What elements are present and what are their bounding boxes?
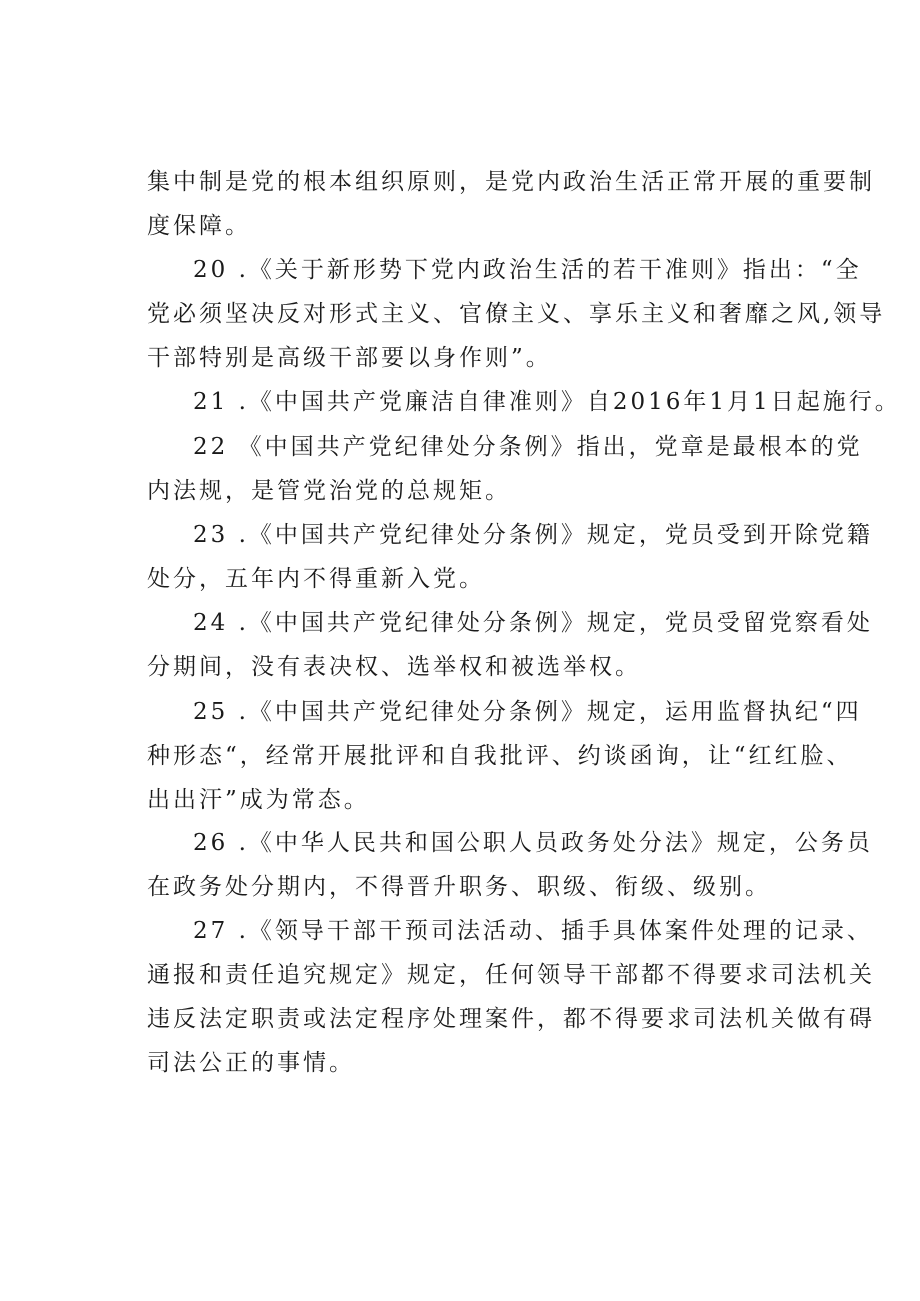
text-line: 干部特别是高级干部要以身作则”。 bbox=[147, 345, 552, 371]
text-line: 出出汗”成为常态。 bbox=[147, 787, 370, 813]
text-line: 25 .《中国共产党纪律处分条例》规定，运用监督执纪“四 bbox=[193, 699, 862, 725]
paragraph-22 bbox=[147, 425, 863, 513]
text-line: 20 .《关于新形势下党内政治生活的若干准则》指出：“全 bbox=[193, 257, 862, 283]
text-line: 24 .《中国共产党纪律处分条例》规定，党员受留党察看处 bbox=[193, 610, 873, 636]
paragraph-27 bbox=[147, 909, 875, 1085]
text-line: 党必须坚决反对形式主义、官僚主义、享乐主义和奢靡之风,领导 bbox=[147, 301, 886, 327]
text-line: 在政务处分期内，不得晋升职务、职级、衔级、级别。 bbox=[147, 874, 771, 900]
paragraph-24 bbox=[147, 601, 873, 689]
text-line: 21 .《中国共产党廉洁自律准则》自2016年1月1日起施行。 bbox=[193, 389, 901, 415]
paragraph-23 bbox=[147, 513, 873, 601]
text-line: 分期间，没有表决权、选举权和被选举权。 bbox=[147, 654, 641, 680]
text-line: 22 《中国共产党纪律处分条例》指出，党章是最根本的党 bbox=[193, 434, 863, 460]
text-line: 26 .《中华人民共和国公职人员政务处分法》规定，公务员 bbox=[193, 830, 873, 856]
text-line: 内法规，是管党治党的总规矩。 bbox=[147, 478, 511, 504]
paragraph-19-continuation bbox=[147, 160, 875, 248]
text-line: 27 .《领导干部干预司法活动、插手具体案件处理的记录、 bbox=[193, 918, 873, 944]
paragraph-20 bbox=[147, 248, 886, 380]
paragraph-26 bbox=[147, 821, 873, 909]
text-line: 司法公正的事情。 bbox=[147, 1050, 355, 1076]
text-line: 种形态“，经常开展批评和自我批评、约谈函询，让“红红脸、 bbox=[147, 743, 853, 769]
text-line: 度保障。 bbox=[147, 213, 251, 239]
paragraph-21 bbox=[147, 380, 901, 424]
paragraph-25 bbox=[147, 690, 862, 822]
text-line: 集中制是党的根本组织原则，是党内政治生活正常开展的重要制 bbox=[147, 169, 875, 195]
text-line: 处分，五年内不得重新入党。 bbox=[147, 566, 485, 592]
text-line: 违反法定职责或法定程序处理案件，都不得要求司法机关做有碍 bbox=[147, 1006, 875, 1032]
text-line: 通报和责任追究规定》规定，任何领导干部都不得要求司法机关 bbox=[147, 962, 875, 988]
text-line: 23 .《中国共产党纪律处分条例》规定，党员受到开除党籍 bbox=[193, 522, 873, 548]
